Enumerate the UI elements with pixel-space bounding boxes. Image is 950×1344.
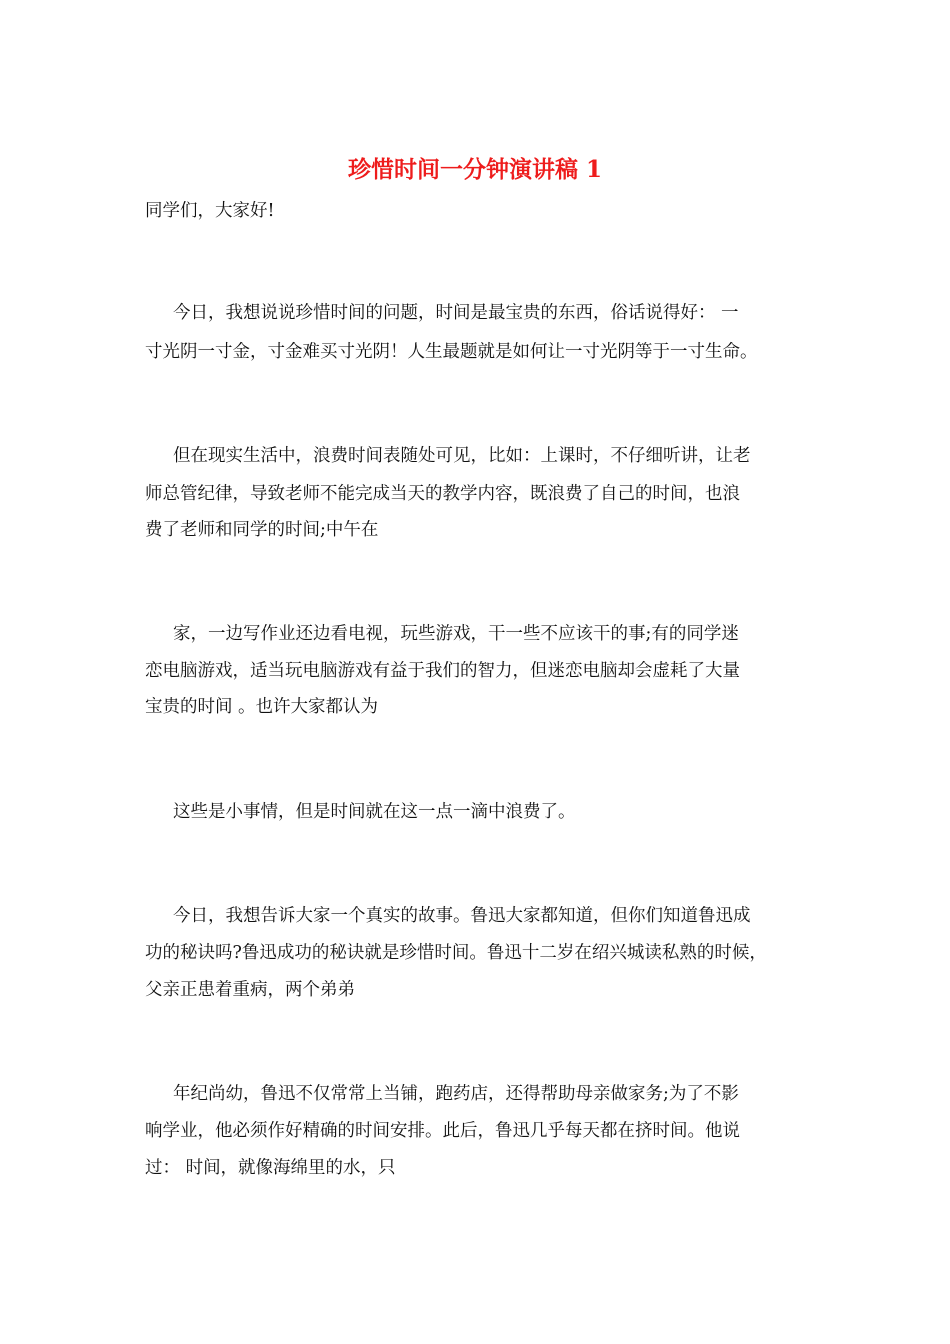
- paragraph-6-line-2: 响学业，他必须作好精确的时间安排。此后，鲁迅几乎每天都在挤时间。他说: [145, 1121, 740, 1141]
- paragraph-5-line-1: 今日，我想告诉大家一个真实的故事。鲁迅大家都知道，但你们知道鲁迅成: [173, 906, 751, 926]
- paragraph-5-line-2: 功的秘诀吗?鲁迅成功的秘诀就是珍惜时间。鲁迅十二岁在绍兴城读私熟的时候，: [145, 943, 767, 963]
- paragraph-6-line-3: 过： 时间，就像海绵里的水，只: [145, 1158, 396, 1178]
- paragraph-3-line-1: 家，一边写作业还边看电视，玩些游戏，干一些不应该干的事;有的同学迷: [173, 624, 739, 644]
- paragraph-2-line-3: 费了老师和同学的时间;中午在: [145, 520, 379, 540]
- paragraph-2-line-2: 师总管纪律，导致老师不能完成当天的教学内容，既浪费了自己的时间，也浪: [145, 484, 740, 504]
- document-title: 珍惜时间一分钟演讲稿 1: [347, 156, 602, 183]
- paragraph-1-line-1: 今日，我想说说珍惜时间的问题，时间是最宝贵的东西，俗话说得好： 一: [173, 303, 739, 323]
- paragraph-5-line-3: 父亲正患着重病，两个弟弟: [145, 980, 355, 1000]
- paragraph-6-line-1: 年纪尚幼，鲁迅不仅常常上当铺，跑药店，还得帮助母亲做家务;为了不影: [173, 1084, 739, 1104]
- paragraph-4-line-1: 这些是小事情，但是时间就在这一点一滴中浪费了。: [173, 802, 576, 822]
- paragraph-3-line-2: 恋电脑游戏，适当玩电脑游戏有益于我们的智力，但迷恋电脑却会虚耗了大量: [145, 661, 740, 681]
- greeting-line: 同学们，大家好!: [145, 201, 275, 221]
- paragraph-3-line-3: 宝贵的时间 。也许大家都认为: [145, 697, 379, 717]
- paragraph-1-line-2: 寸光阴一寸金，寸金难买寸光阴！人生最题就是如何让一寸光阴等于一寸生命。: [145, 342, 758, 362]
- paragraph-2-line-1: 但在现实生活中，浪费时间表随处可见，比如：上课时，不仔细听讲，让老: [173, 446, 751, 466]
